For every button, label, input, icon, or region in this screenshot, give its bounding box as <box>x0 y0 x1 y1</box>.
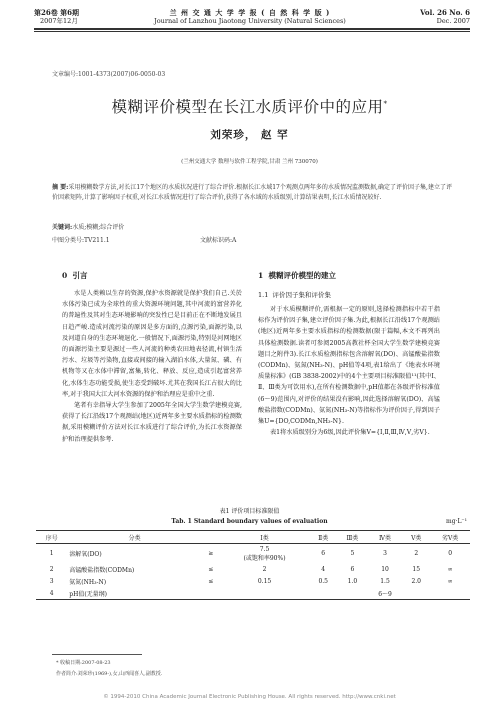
table-cell: 10 <box>381 565 389 573</box>
intro-paragraph-1: 水是人类赖以生存的资源,保护水资源就是保护我们自己.关於水体污染已成为全球性的重大资源环境问题,其中河流的富营养化的普遍性及其对生态环境影响的突发性已是目前正在不断地发展且日趋严峻.造成河流污染的原因是多方面的,点源污染,面源污染,以及河道自身的生态环境退化.一般情况下,面源污染,特别是河网地区的面源污染主要是源过一些人河流的种类农田地表径流,村镇生活污水、垃圾等污染物,直接或间接的输入湖泊水体,大量氮、磷、有机物等又在水体中滞留,富集,转化、释放、反应,造成引起富营养化,水体生态功能受损,使生态受到破坏.尤其在我国长江占很大的比率,对于我国大江大河水资源的保护和治理应是重中之重. <box>62 290 242 398</box>
table-cell: 1.5 <box>380 577 390 585</box>
section-1-heading <box>258 270 336 281</box>
header-rule-thick <box>34 28 470 30</box>
table-header-cell: Ⅴ类 <box>402 531 430 544</box>
intro-body <box>62 288 242 445</box>
table-cell: 6 <box>350 565 355 573</box>
section-1-1-number: 1.1 <box>258 291 269 299</box>
table-cell: 3 <box>49 577 54 585</box>
table-header-cell: Ⅰ类 <box>220 531 310 544</box>
table-cell: 6 <box>321 550 326 557</box>
section-1-title: 模糊评价模型的建立 <box>268 271 336 280</box>
table-cell: 0.15 <box>257 577 272 585</box>
table-header-cell <box>202 531 220 544</box>
table-cell: ≤ <box>208 577 214 585</box>
table-cell: 溶解氧(DO) <box>69 551 102 558</box>
table-caption-cn: 表1 评价项目标准限值 <box>219 508 280 515</box>
table-cell: 2 <box>262 565 267 573</box>
table-cell: pH值(无量纲) <box>67 587 202 600</box>
doc-value: A <box>232 237 237 244</box>
table-header-row <box>36 531 470 544</box>
table-header-cell: Ⅱ类 <box>309 531 337 544</box>
keywords-text: 水质;模糊;综合评价 <box>72 224 125 231</box>
table-cell: 2 <box>414 550 419 557</box>
doc-label: 文献标识码: <box>200 237 233 244</box>
table-cell: 1.0 <box>347 577 358 585</box>
table-cell: 5 <box>350 550 355 557</box>
table-header-cell: 序号 <box>36 531 67 544</box>
section-1-body <box>258 304 440 438</box>
table-cell: 2 <box>49 565 54 573</box>
table-cell <box>220 587 310 600</box>
abstract-text: 采用模糊数学方法,对长江17个地区的水质状况进行了综合评价.根据长江水域17个观测点两年多的水质情况监测数据,确定了评价因子集,建立了评价因素矩阵,计算了影响因子权重,对长江水质情况进行了综合评价,获得了各水域的水质级别,计算结果表明,长江水质情况较好. <box>52 184 452 201</box>
table-cell: ∞ <box>447 565 453 573</box>
table-cell: 6～9 <box>368 587 402 600</box>
table-cell <box>220 544 310 564</box>
section-0-heading <box>62 270 87 281</box>
table-cell: 1 <box>49 550 54 557</box>
header-volume-en: Vol. 26 No. 6 <box>420 8 470 17</box>
table-cell: 0.5 <box>318 577 328 585</box>
section-1-1-heading <box>258 290 331 299</box>
copyright-footer: © 1994-2010 China Academic Journal Electronic Publishing House. All rights reserved. http://www.cnki.net <box>103 694 396 700</box>
table-cell <box>337 587 368 600</box>
section-1-1-title: 评价因子集和评价集 <box>272 291 331 299</box>
table-cell: 氨氮(NH₃-N) <box>69 578 107 586</box>
table-header-cell: 劣Ⅴ类 <box>430 531 470 544</box>
table-cell: ≥ <box>208 550 214 557</box>
footnote-author: 作者简介:刘荣珍(1969-),女,山西闻喜人,副教授. <box>56 671 163 677</box>
abstract-label: 摘 要: <box>52 184 69 191</box>
clc-number <box>52 235 110 244</box>
affiliation: (兰州交通大学 数理与软件工程学院,甘肃 兰州 730070) <box>181 159 318 165</box>
table-cell: 高锰酸盐指数(CODMn) <box>69 566 135 574</box>
table-cell <box>202 587 220 600</box>
article-title-text: 模糊评价模型在长江水质评价中的应用 <box>111 98 384 116</box>
header-volume-cn: 第26卷 第6期 <box>34 8 80 17</box>
table-cell: 4 <box>36 587 67 600</box>
table-cell-value: 7.5 <box>259 545 270 553</box>
table-row <box>36 544 470 564</box>
footnote-rule <box>52 654 142 655</box>
standard-values-table <box>36 530 470 600</box>
header-date-en: Dec. 2007 <box>436 17 470 25</box>
table-unit: mg·L⁻¹ <box>446 518 467 525</box>
document-code <box>200 235 236 244</box>
abstract <box>52 183 452 203</box>
section-1-paragraph-2: 表1将水质级别分为6级,因此评价集V={Ⅰ,Ⅱ,Ⅲ,Ⅳ,Ⅴ,劣Ⅴ}. <box>270 429 430 437</box>
table-row <box>36 563 470 575</box>
table-cell: 4 <box>321 565 326 573</box>
clc-label: 中图分类号: <box>52 237 85 244</box>
table-cell: 2.0 <box>411 577 421 585</box>
authors: 刘荣珍， 赵 罕 <box>210 129 289 141</box>
section-0-title: 引言 <box>72 271 88 280</box>
table-cell: ≤ <box>208 565 214 573</box>
table-cell <box>309 587 337 600</box>
table-header-cell: Ⅳ类 <box>368 531 402 544</box>
table-cell <box>402 587 430 600</box>
table-cell <box>430 587 470 600</box>
title-footnote-mark: * <box>383 99 388 108</box>
section-0-number: 0 <box>62 271 68 280</box>
table-header-cell: Ⅲ类 <box>337 531 368 544</box>
header-date-cn: 2007年12月 <box>40 17 78 25</box>
table-cell-note: (或饱和率90%) <box>243 554 286 562</box>
table-cell: 15 <box>412 565 421 573</box>
section-1-number: 1 <box>258 271 264 280</box>
table-caption-en: Tab. 1 Standard boundary values of evaluation <box>171 518 328 525</box>
table-row <box>36 575 470 587</box>
header-rule-thin <box>34 31 470 32</box>
table-cell: 0 <box>448 550 453 557</box>
header-journal-en: Journal of Lanzhou Jiaotong University (Natural Sciences) <box>154 17 346 25</box>
section-1-paragraph-1: 对于水质模糊评价,需根据一定的原则,选择检测指标中若干指标作为评价因子集,建立评价因子集.为此,根据长江沿线17个观测站(地区)近两年多主要水质指标的检测数据(限于篇幅,本文不再列出具体检测数据.读者可参阅2005高教社杯全国大学生数学建模竞赛题目之附件3).长江水质检测指标包含溶解氧(DO)、高锰酸盐指数(CODMn)、氨氮(NH₃-N)、pH值等4项,表1给出了《地表水环境质量标准》(GB 3838-2002)中的4个主要项目标准限值¹¹(其中Ⅰ、Ⅱ、Ⅲ类为可饮用水),在所有检测数据中,pH值都在各级评价标准值(6～9)范围内,对评价的结果没有影响,因此选择溶解氧(DO)、高锰酸盐指数(CODMn)、氨氮(NH₃-N)等指标作为评价因子,得到因子集U={DO,CODMn,NH₃-N}. <box>258 306 440 426</box>
intro-paragraph-2: 笔者有幸指导大学生参加了2005年全国大学生数学建模竞赛,获得了长江沿线17个观测站(地区)近两年多主要水质指标的检测数据,采用模糊评价方法对长江水质进行了综合评价,为长江水资源保护和治理提供参考. <box>62 402 242 443</box>
article-number: 文章编号:1001-4373(2007)06-0050-03 <box>52 71 166 78</box>
keywords-label: 关键词: <box>52 224 73 231</box>
table-cell: 3 <box>383 550 387 557</box>
footnote-received: * 收稿日期:2007-08-23 <box>56 660 111 666</box>
article-title <box>0 95 499 117</box>
clc-value: TV211.1 <box>84 237 110 244</box>
header-journal-cn: 兰 州 交 通 大 学 学 报 ( 自 然 科 学 版 ) <box>169 8 331 17</box>
table-row <box>36 587 470 600</box>
table-cell: ∞ <box>447 577 453 585</box>
table-header-cell: 分类 <box>67 531 202 544</box>
keywords <box>52 222 124 231</box>
